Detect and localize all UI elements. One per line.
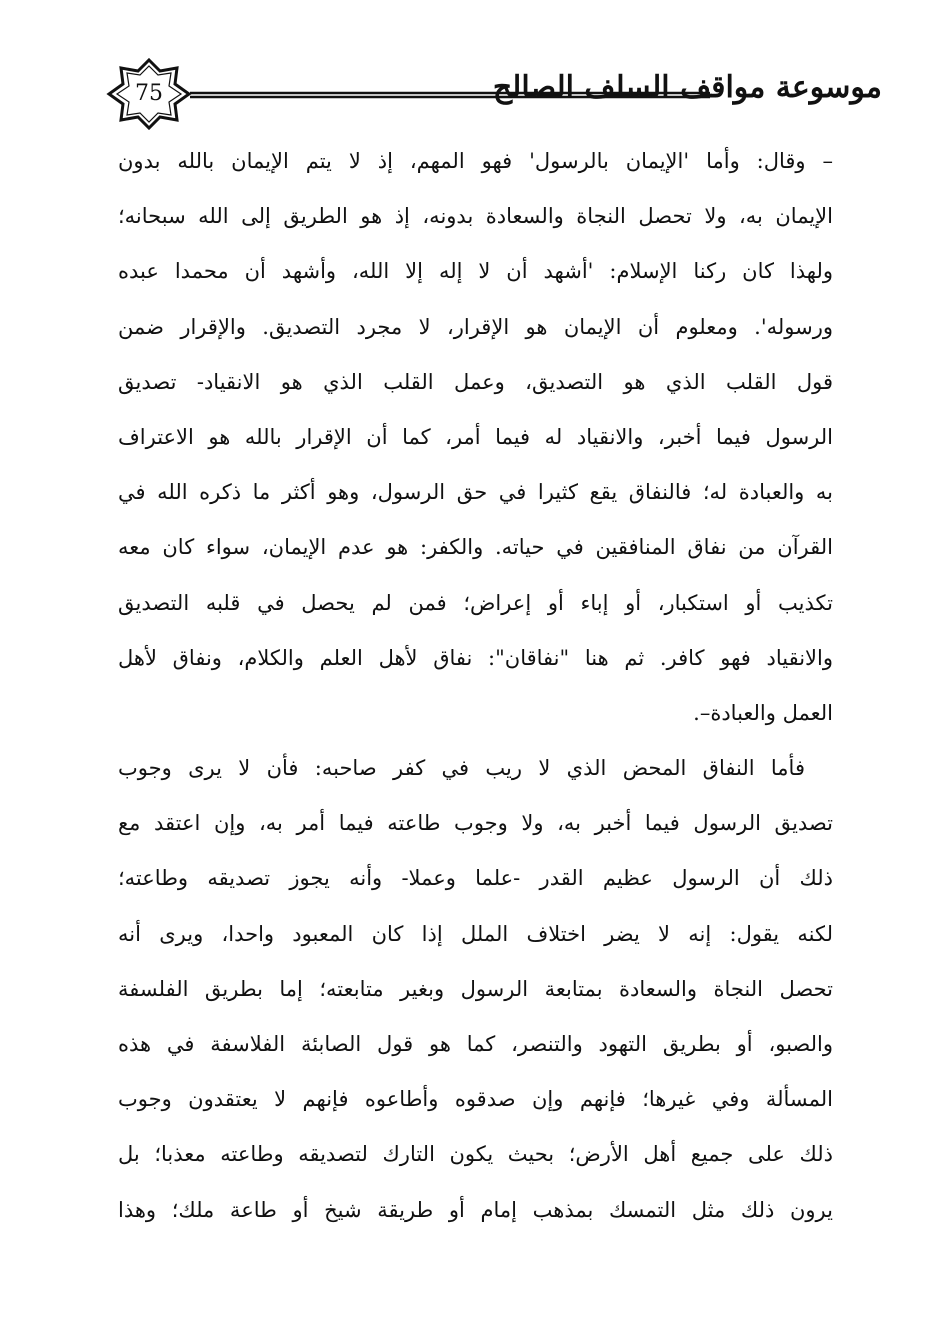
text-line: لكنه يقول: إنه لا يضر اختلاف الملل إذا كان المعبود واحدا، ويرى أنه	[118, 921, 833, 946]
text-line: ذلك على جميع أهل الأرض؛ بحيث يكون التارك لتصديقه وطاعته معذبا؛ بل	[118, 1142, 833, 1167]
page-body	[118, 134, 833, 1238]
text-line: الإيمان به، ولا تحصل النجاة والسعادة بدونه، إذ هو الطريق إلى الله سبحانه؛	[118, 204, 833, 229]
text-line: – وقال: وأما 'الإيمان بالرسول' فهو المهم، إذ لا يتم الإيمان بالله بدون	[118, 149, 833, 173]
text-line: يرون ذلك مثل التمسك بمذهب إمام أو طريقة شيخ أو طاعة ملك؛ وهذا	[118, 1197, 833, 1222]
text-line: والصبو، أو بطريق التهود والتنصر، كما هو قول الصابئة الفلاسفة في هذه	[118, 1032, 833, 1056]
text-line: فأما النفاق المحض الذي لا ريب في كفر صاحبه: فأن لا يرى وجوب	[118, 756, 805, 781]
paragraph-1	[118, 134, 833, 741]
text-line: تكذيب أو استكبار، أو إباء أو إعراض؛ فمن لم يحصل في قلبه التصديق	[118, 590, 833, 615]
paragraph-2	[118, 741, 833, 1238]
text-line: تصديق الرسول فيما أخبر به، ولا وجوب طاعته فيما أمر به، وإن اعتقد مع	[118, 811, 833, 836]
text-line: قول القلب الذي هو التصديق، وعمل القلب الذي هو الانقياد- تصديق	[118, 369, 833, 394]
text-line: الرسول فيما أخبر، والانقياد له فيما أمر، كما أن الإقرار بالله هو الاعتراف	[118, 424, 833, 449]
text-line: به والعبادة له؛ فالنفاق يقع كثيرا في حق الرسول، وهو أكثر ما ذكره الله في	[118, 480, 833, 505]
book-title: موسوعة مواقف السلف الصالح	[492, 70, 882, 105]
text-line: ورسوله'. ومعلوم أن الإيمان هو الإقرار، لا مجرد التصديق. والإقرار ضمن	[118, 314, 833, 339]
page-number: 75	[135, 81, 163, 106]
text-line: والانقياد فهو كافر. ثم هنا "نفاقان": نفاق لأهل العلم والكلام، ونفاق لأهل	[118, 645, 834, 670]
text-line: العمل والعبادة–.	[693, 700, 833, 725]
page-header	[100, 58, 890, 128]
text-line: تحصل النجاة والسعادة بمتابعة الرسول وبغير متابعته؛ إما بطريق الفلسفة	[118, 976, 833, 1001]
text-line: المسألة وفي غيرها؛ فإنهم وإن صدقوه وأطاعوه فإنهم لا يعتقدون وجوب	[118, 1087, 833, 1112]
text-line: ولهذا كان ركنا الإسلام: 'أشهد أن لا إله إلا الله، وأشهد أن محمدا عبده	[118, 259, 833, 284]
text-line: ذلك أن الرسول عظيم القدر -علما وعملا- وأنه يجوز تصديقه وطاعته؛	[118, 866, 833, 891]
text-line: القرآن من نفاق المنافقين في حياته. والكفر: هو عدم الإيمان، سواء كان معه	[118, 535, 833, 560]
